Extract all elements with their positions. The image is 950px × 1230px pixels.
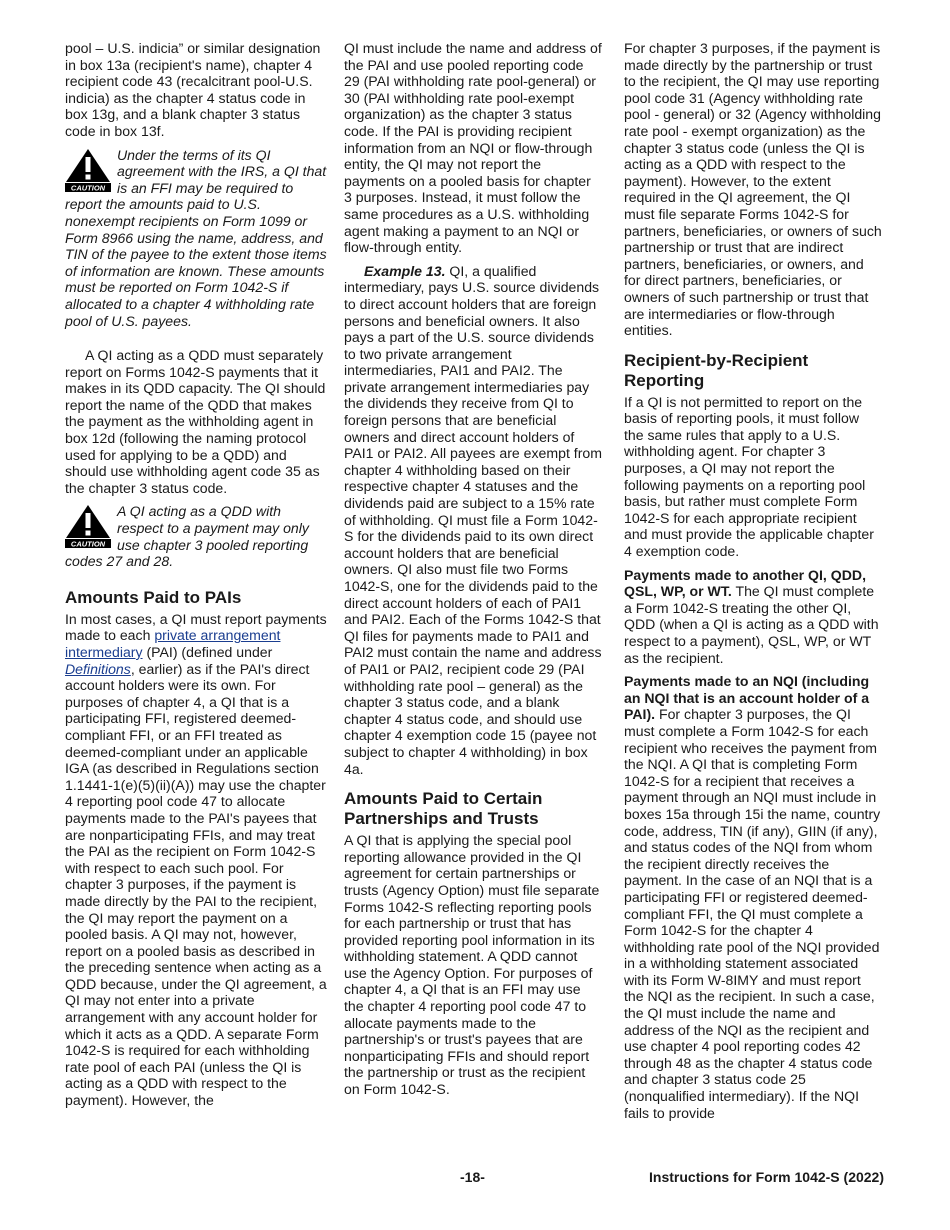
text-span: In most cases, a QI must report payments made to each <box>65 610 327 644</box>
page-number: -18- <box>460 1169 485 1185</box>
paragraph <box>624 673 882 1121</box>
run-in-heading: Payments made to an NQI (including an NQI that is an account holder of a PAI). <box>624 673 870 723</box>
column-2 <box>344 40 602 1105</box>
caution-text: Under the terms of its QI agreement with the IRS, a QI that is an FFI may be required to report the amounts paid to U.S. nonexempt recipients on Form 1099 or Form 8966 using the name, address, and TIN of the payee to the extent those items of information are known. These amounts must be reported on Form 1042-S if allocated to a chapter 4 withholding rate pool of U.S. payees. <box>65 146 327 329</box>
run-in-heading: Payments made to another QI, QDD, QSL, WP, or WT. <box>624 566 866 600</box>
paragraph: pool – U.S. indicia” or similar designation in box 13a (recipient's name), chapter 4 recipient code 43 (recalcitrant pool-U.S. indicia) as the chapter 4 status code in box 13g, and a blank chapter 3 status code in box 13f. <box>65 40 321 139</box>
paragraph: QI must include the name and address of the PAI and use pooled reporting code 29 (PAI withholding rate pool-general) or 30 (PAI withholding rate pool-exempt organization) as the chapter 3 status code. If the PAI is providing recipient information from an NQI or flow-through entity, the QI may not report the payments on a pooled basis for chapter 3 purposes. Instead, it must follow the same procedures as a U.S. withholding agent making a payment to an NQI or flow-through entity. <box>344 40 602 256</box>
text-span: (PAI) (defined under <box>142 644 273 660</box>
form-title: Instructions for Form 1042-S (2022) <box>649 1169 884 1185</box>
text-span: For chapter 3 purposes, the QI must complete a Form 1042-S for each recipient who receives the payment from the NQI. A QI that is completing Form 1042-S for a recipient that receives a payment through an NQI must include in boxes 15a through 15i the name, country code, address, TIN (if any), GIIN (if any), and status codes of the NQI from whom the recipient directly receives the payment. In the case of an NQI that is a participating FFI or registered deemed-compliant FFI, the QI must complete a Form 1042-S for the chapter 4 withholding rate pool of the NQI provided in a withholding statement associated with its Form W-8IMY and must report the NQI as the recipient. In such a case, the QI must include the name and address of the NQI as the recipient and use chapter 4 pool reporting codes 42 through 48 as the chapter 4 status code and chapter 3 status code 25 (nonqualified intermediary). If the NQI fails to provide <box>624 706 881 1121</box>
paragraph <box>65 611 327 1109</box>
paragraph: For chapter 3 purposes, if the payment is made directly by the partnership or trust to the recipient, the QI may use reporting pool code 31 (Agency withholding rate pool - general) or 32 (Agency withholding rate pool - exempt organization) as the chapter 3 status code (unless the QI is acting as a QDD with respect to the payment). However, to the extent required in the QI agreement, the QI must file separate Forms 1042-S for partners, beneficiaries, or owners of such partnership or trust that are indirect partners, beneficiaries, or owners, and for direct partners, beneficiaries, or owners of such partnership or trust that are intermediaries or flow-through entities. <box>624 40 882 339</box>
example-paragraph <box>344 263 602 777</box>
caution-icon <box>65 148 111 192</box>
paragraph <box>624 567 882 667</box>
definitions-link[interactable] <box>65 661 131 677</box>
caution-note <box>65 503 327 569</box>
caution-label: CAUTION <box>70 183 106 192</box>
text-span: , earlier) as if the PAI's direct account holders were its own. For purposes of chapter 4, a QI that is a participating FFI, registered deemed-compliant FFI, or an FFI treated as deemed-compliant under an applicable IGA (as described in Regulations section 1.1441-1(e)(5)(ii)(A)) may use the chapter 4 reporting pool code 47 to allocate payments made to the PAI's payees that are nonparticipating FFIs, and may treat the PAI as the recipient on Form 1042-S with respect to each such pool. For chapter 3 purposes, if the payment is made directly by the PAI to the recipient, the QI may report the payment on a pooled basis. A QI may not, however, report on a pooled basis as described in the preceding sentence when acting as a QDD because, under the QI agreement, a QI may not enter into a private arrangement with any account holder for which it acts as a QDD. A separate Form 1042-S is required for each withholding rate pool of each PAI (unless the QI is acting as a QDD with respect to the payment). However, the <box>65 660 327 1109</box>
paragraph: A QI that is applying the special pool reporting allowance provided in the QI agreement for certain partnerships or trusts (Agency Option) must file separate Forms 1042-S reflecting reporting pools for each partnership or trust that has provided reporting pool information in its withholding statement. A QDD cannot use the Agency Option. For purposes of chapter 4, a QI that is an FFI may use the chapter 4 reporting pool code 47 to allocate payments made to the partnership's or trust's payees that are nonparticipating FFIs and should report the partnership or trust as the recipient on Form 1042-S. <box>344 832 600 1098</box>
private-arrangement-intermediary-link[interactable]: private arrangement intermediary <box>65 627 281 660</box>
caution-note <box>65 147 327 330</box>
section-heading: Amounts Paid to PAIs <box>65 587 242 607</box>
link-text: Definitions <box>65 660 131 677</box>
caution-text: A QI acting as a QDD with respect to a payment may only use chapter 3 pooled reporting codes 27 and 28. <box>65 503 309 570</box>
caution-icon <box>65 504 111 548</box>
paragraph: If a QI is not permitted to report on the basis of reporting pools, it must follow the same rules that apply to a U.S. withholding agent. For chapter 3 purposes, a QI may not report the following payments on a reporting pool basis, but rather must complete Form 1042-S for each appropriate recipient and must provide the applicable chapter 4 exemption code. <box>624 393 874 560</box>
text-span: QI, a qualified intermediary, pays U.S. source dividends to direct account holders that are foreign persons and beneficial owners. It also pays a part of the U.S. source dividends to two private arrangement intermediaries, PAI1 and PAI2. The private arrangement intermediaries pay the dividends they receive from QI to foreign persons that are beneficial owners and direct account holders of PAI1 or PAI2. All payees are exempt from chapter 4 withholding based on their respective chapter 4 statuses and the dividends paid are subject to a 15% rate of withholding. QI must file a Form 1042-S for the dividends paid to its own direct account holders that are beneficial owners. QI also must file two Forms 1042-S, one for the dividends paid to the direct account holders of each of PAI1 and PAI2. Each of the Forms 1042-S that QI files for payments made to PAI1 and PAI2 must contain the name and address of PAI1 or PAI2, recipient code 29 (PAI withholding rate pool – general) as the chapter 3 status code, and a blank chapter 4 status code, and should use chapter 4 exemption code 15 (payee not subject to chapter 4 withholding) in box 4a. <box>344 262 602 777</box>
section-heading: Recipient-by-Recipient Reporting <box>624 350 809 390</box>
caution-label: CAUTION <box>70 539 106 549</box>
column-3 <box>624 40 882 1128</box>
section-heading: Amounts Paid to Certain Partnerships and Trusts <box>344 789 543 829</box>
example-label: Example 13. <box>364 262 446 279</box>
text-span: The QI must complete a Form 1042-S treating the other QI, QDD (when a QI is acting as a QDD with respect to a payment), QSL, WP, or WT as the recipient. <box>624 583 879 666</box>
paragraph: A QI acting as a QDD must separately report on Forms 1042-S payments that it makes in its QDD capacity. The QI should report the name of the QDD that makes the payment as the withholding agent in box 12d (following the naming protocol used for applying to be a QDD) and should use withholding agent code 35 as the chapter 3 status code. <box>65 347 326 496</box>
column-1 <box>65 40 327 1116</box>
